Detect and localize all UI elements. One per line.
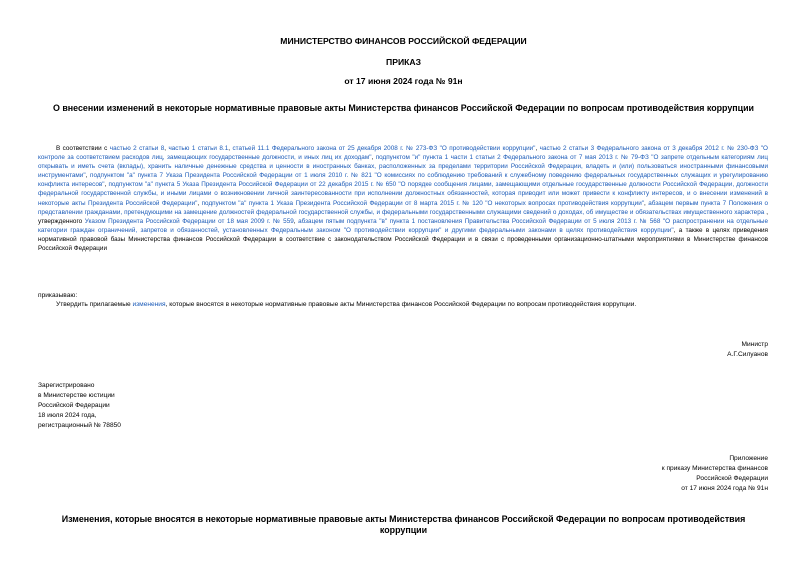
- appendix-line: Приложение: [729, 455, 768, 462]
- legal-reference-link[interactable]: Указом Президента Российской Федерации от 18 мая 2009 г. № 559: [84, 217, 294, 225]
- preamble-text: ,: [644, 199, 649, 207]
- registration-line: 18 июля 2024 года,: [38, 412, 97, 420]
- approve-paragraph: [56, 301, 636, 308]
- legal-reference-link[interactable]: подпунктом "и" пункта 1 части 1 статьи 2 Федерального закона от 7 мая 2013 г. № 79-ФЗ "О запрете отдельным категориям лиц открывать и иметь счета (вклады), хранить наличные денежные средства и ценности в иностранных банках, расположенных за пределами территории Российской Федерации, владеть и (или) пользоваться иностранными финансовыми инструментами": [38, 154, 768, 180]
- registration-line: Зарегистрировано: [38, 382, 95, 389]
- preamble-text: , а также в целях приведения нормативной правовой базы Министерства финансов Российской Федерации в соответствие с законодательством Российской Федерации и в связи с проведенными организационно-штатными мероприятиями в Министерстве финансов Российской Федерации: [38, 226, 768, 253]
- approve-text-after: , которые вносятся в некоторые нормативные правовые акты Министерства финансов Российской Федерации по вопросам противодействия коррупции.: [165, 301, 637, 308]
- preamble-text: ,: [164, 145, 169, 152]
- legal-reference-link[interactable]: статьей 11.1 Федерального закона от 25 декабря 2008 г. № 273-ФЗ "О противодействии коррупции": [232, 145, 536, 152]
- registration-line: Российской Федерации: [38, 402, 110, 410]
- preamble-text: ,: [228, 145, 233, 152]
- ministry-heading: МИНИСТЕРСТВО ФИНАНСОВ РОССИЙСКОЙ ФЕДЕРАЦИИ: [280, 36, 527, 46]
- appendix-line: Российской Федерации: [696, 475, 768, 483]
- preamble-text: ,: [104, 181, 109, 189]
- order-label: приказываю:: [38, 292, 78, 299]
- appendix-block: [662, 454, 768, 494]
- legal-reference-link[interactable]: подпунктом "а" пункта 5 Указа Президента Российской Федерации от 22 декабря 2015 г. № 650 "О порядке сообщения лицами, замещающими отдельные государственные должности Российской Федерации, должности федеральной государственной службы, и иными лицами о возникновении личной заинтересованности при исполнении должностных обязанностей, которая приводит или может привести к конфликту интересов, и о внесении изменений в некоторые акты Президента Российской Федерации": [38, 181, 768, 207]
- signer-position: Министр: [741, 341, 768, 348]
- legal-reference-link[interactable]: абзацем первым пункта 7 Положения о представлении гражданами, претендующими на замещение должностей федеральной государственной службы, и федеральными государственными служащими сведений о доходах, об имуществе и обязательствах имущественного характера: [38, 199, 768, 216]
- legal-reference-link[interactable]: подпунктом "а" пункта 1 Указа Президента Российской Федерации от 8 марта 2015 г. № 120 "О некоторых вопросах противодействия коррупции": [201, 199, 644, 207]
- registration-line: регистрационный № 78850: [38, 422, 121, 430]
- registration-line: в Министерстве юстиции: [38, 392, 115, 400]
- signer-name: А.Г.Силуанов: [727, 351, 768, 358]
- preamble-text: , утвержденного: [38, 208, 768, 225]
- preamble-text: В соответствии с: [56, 145, 110, 152]
- preamble-text: ,: [371, 154, 376, 162]
- changes-link[interactable]: изменения: [132, 301, 166, 308]
- appendix-line: к приказу Министерства финансов: [661, 465, 768, 473]
- preamble-text: ,: [197, 199, 202, 207]
- preamble-text: ,: [535, 145, 540, 152]
- preamble-text: ,: [293, 217, 299, 225]
- legal-reference-link[interactable]: частью 1 статьи 8.1: [168, 145, 229, 152]
- order-heading: ПРИКАЗ: [386, 57, 421, 67]
- legal-reference-link[interactable]: частью 2 статьи 8: [109, 145, 165, 152]
- preamble-text: ,: [85, 172, 91, 180]
- order-date: от 17 июня 2024 года № 91н: [344, 76, 463, 86]
- legal-reference-link[interactable]: абзацем пятым подпункта "в" пункта 1 постановления Правительства Российской Федерации от 5 июля 2013 г. № 568 "О распространении на отдельные категории граждан ограничений, запретов и обязанностей, установленных Федеральным законом "О противодействии коррупции" и другими федеральными законами в целях противодействия коррупции": [38, 217, 769, 234]
- preamble-paragraph: [38, 144, 768, 253]
- appendix-line: от 17 июня 2024 года № 91н: [681, 485, 768, 493]
- document-title: О внесении изменений в некоторые нормативные правовые акты Министерства финансов Российской Федерации по вопросам противодействия коррупции: [52, 103, 755, 113]
- legal-reference-link[interactable]: подпунктом "а" пункта 7 Указа Президента Российской Федерации от 1 июля 2010 г. № 821 "О комиссиях по соблюдению требований к служебному поведению федеральных государственных служащих и урегулированию конфликта интересов": [38, 172, 768, 189]
- changes-title: Изменения, которые вносятся в некоторые нормативные правовые акты Министерства финансов Российской Федерации по вопросам противодействия коррупции: [61, 514, 746, 535]
- legal-reference-link[interactable]: частью 2 статьи 3 Федерального закона от 3 декабря 2012 г. № 230-ФЗ "О контроле за соответствием расходов лиц, замещающих государственные должности, и иных лиц их доходам": [38, 145, 768, 162]
- approve-text-before: Утвердить прилагаемые: [56, 301, 133, 308]
- registration-block: [38, 381, 121, 431]
